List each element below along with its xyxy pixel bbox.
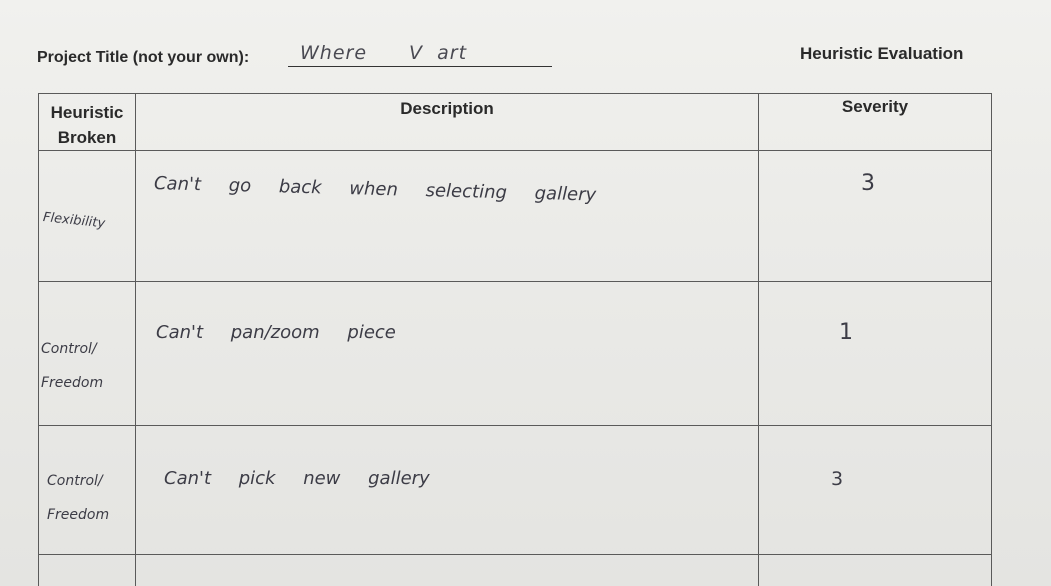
severity-cell: [759, 151, 992, 282]
heuristic-table: [38, 93, 992, 586]
table-row: [39, 151, 992, 282]
description-cell: [136, 426, 759, 555]
project-title-word-1: Where: [300, 42, 368, 64]
project-title-value: [300, 42, 467, 64]
heuristic-value-line-1: Control/: [41, 341, 97, 357]
heuristic-cell: [39, 426, 136, 555]
heuristic-header-cell: [39, 94, 136, 151]
description-cell: [136, 555, 759, 586]
severity-value: 3: [861, 171, 875, 196]
heuristic-value: [47, 464, 109, 532]
table-row: [39, 282, 992, 426]
severity-cell: [759, 282, 992, 426]
description-cell: [136, 151, 759, 282]
heuristic-value-line-2: Freedom: [41, 375, 104, 391]
description-cell: [136, 282, 759, 426]
description-value: Can't go back when selecting gallery: [153, 173, 597, 206]
heuristic-value-line-2: Freedom: [47, 507, 110, 523]
description-header-cell: [136, 94, 759, 151]
heuristic-cell: [39, 151, 136, 282]
heuristic-value: [41, 332, 103, 400]
severity-header-cell: [759, 94, 992, 151]
project-title-underline: [288, 66, 552, 67]
evaluation-heading: Heuristic Evaluation: [800, 44, 964, 63]
severity-cell: [759, 555, 992, 586]
heuristic-cell: [39, 282, 136, 426]
severity-value: 1: [839, 320, 853, 345]
table-header-row: [39, 94, 992, 151]
project-title-label: Project Title (not your own):: [37, 49, 250, 66]
description-column-header: Description: [400, 99, 494, 118]
heuristic-cell: [39, 555, 136, 586]
severity-cell: [759, 426, 992, 555]
severity-value: 3: [831, 468, 844, 490]
table-row: [39, 555, 992, 586]
severity-column-header: Severity: [841, 97, 909, 116]
project-title-word-2: V: [409, 42, 424, 64]
description-value: Can't pick new gallery: [164, 468, 430, 489]
table-row: [39, 426, 992, 555]
heuristic-column-header: Heuristic Broken: [50, 103, 124, 147]
heuristic-value: Flexibility: [42, 210, 106, 232]
heuristic-value-line-1: Control/: [47, 473, 103, 489]
project-title-word-3: art: [437, 42, 468, 64]
description-value: Can't pan/zoom piece: [156, 322, 396, 343]
